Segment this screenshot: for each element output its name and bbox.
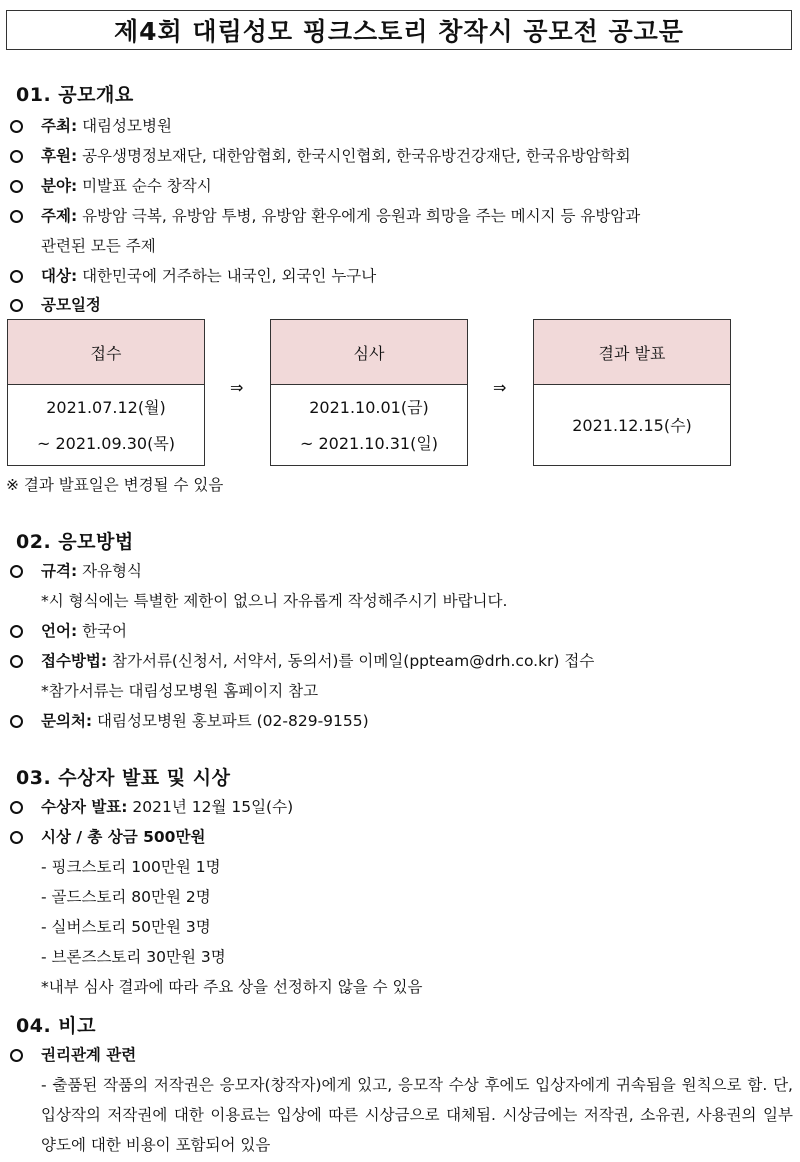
schedule-date-end: ~ 2021.10.31(일) xyxy=(299,434,439,453)
item-label: 후원: xyxy=(41,147,78,165)
item-label: 수상자 발표: xyxy=(41,798,128,816)
item-value-cont: 관련된 모든 주제 xyxy=(41,237,156,255)
item-value: 자유형식 xyxy=(77,562,142,580)
circle-bullet-icon xyxy=(10,150,23,163)
circle-bullet-icon xyxy=(10,801,23,814)
schedule-date-start: 2021.12.15(수) xyxy=(572,416,692,435)
item-value: 참가서류(신청서, 서약서, 동의서)를 이메일(ppteam@drh.co.kr) 접수 xyxy=(107,652,595,670)
circle-bullet-icon xyxy=(10,120,23,133)
section-heading-awards: 03. 수상자 발표 및 시상 xyxy=(16,767,231,789)
circle-bullet-icon xyxy=(10,1049,23,1062)
circle-bullet-icon xyxy=(10,299,23,312)
circle-bullet-icon xyxy=(10,210,23,223)
circle-bullet-icon xyxy=(10,831,23,844)
arrow-right-icon: ⇒ xyxy=(230,378,244,397)
page-title: 제4회 대림성모 핑크스토리 창작시 공모전 공고문 xyxy=(6,10,792,50)
item-value: 유방암 극복, 유방암 투병, 유방암 환우에게 응원과 희망을 주는 메시지 등 유방암과 xyxy=(77,207,641,225)
item-label: 주제: xyxy=(41,207,78,225)
schedule-head: 결과 발표 xyxy=(534,320,730,385)
circle-bullet-icon xyxy=(10,565,23,578)
prize-note-text: *내부 심사 결과에 따라 주요 상을 선정하지 않을 수 있음 xyxy=(41,978,423,996)
item-value: 공우생명정보재단, 대한암협회, 한국시인협회, 한국유방건강재단, 한국유방암학회 xyxy=(77,147,631,165)
item-value: 미발표 순수 창작시 xyxy=(77,177,212,195)
prize-text: - 브론즈스토리 30만원 3명 xyxy=(41,948,226,966)
item-label: 분야: xyxy=(41,177,78,195)
item-value: 대림성모병원 xyxy=(77,117,172,135)
section-heading-remarks: 04. 비고 xyxy=(16,1015,96,1037)
item-sub-note: *시 형식에는 특별한 제한이 없으니 자유롭게 작성해주시기 바랍니다. xyxy=(41,592,508,610)
schedule-head: 접수 xyxy=(8,320,204,385)
item-label: 접수방법: xyxy=(41,652,108,670)
item-sub-note: *참가서류는 대림성모병원 홈페이지 참고 xyxy=(41,682,319,700)
item-label: 시상 / 총 상금 500만원 xyxy=(41,828,206,846)
circle-bullet-icon xyxy=(10,715,23,728)
item-label: 규격: xyxy=(41,562,78,580)
item-label: 언어: xyxy=(41,622,78,640)
rights-paragraph: - 출품된 작품의 저작권은 응모자(창작자)에게 있고, 응모작 수상 후에도 입상자에게 귀속됨을 원칙으로 함. 단, 입상작의 저작권에 대한 이용료는 입상에 따른 시상금으로 대체됨. 시상금에는 저작권, 소유권, 사용권의 일부 양도에 대한 비용이 포함되어 있음 xyxy=(41,1076,793,1154)
schedule-head: 심사 xyxy=(271,320,467,385)
item-label: 권리관계 관련 xyxy=(41,1046,137,1064)
schedule-box-result xyxy=(533,319,731,466)
section-heading-overview: 01. 공모개요 xyxy=(16,84,134,106)
item-value: 한국어 xyxy=(77,622,128,640)
item-value: 대한민국에 거주하는 내국인, 외국인 누구나 xyxy=(77,267,377,285)
item-value: 2021년 12월 15일(수) xyxy=(127,798,294,816)
section-heading-method: 02. 응모방법 xyxy=(16,531,134,553)
item-value: 대림성모병원 홍보파트 (02-829-9155) xyxy=(92,712,369,730)
circle-bullet-icon xyxy=(10,180,23,193)
schedule-date-start: 2021.10.01(금) xyxy=(309,398,429,417)
prize-text: - 골드스토리 80만원 2명 xyxy=(41,888,211,906)
item-label: 대상: xyxy=(41,267,78,285)
schedule-note: ※ 결과 발표일은 변경될 수 있음 xyxy=(6,476,224,494)
prize-text: - 실버스토리 50만원 3명 xyxy=(41,918,211,936)
item-label: 공모일정 xyxy=(41,296,101,314)
arrow-right-icon: ⇒ xyxy=(493,378,507,397)
circle-bullet-icon xyxy=(10,270,23,283)
item-label: 문의처: xyxy=(41,712,93,730)
circle-bullet-icon xyxy=(10,625,23,638)
item-label: 주최: xyxy=(41,117,78,135)
circle-bullet-icon xyxy=(10,655,23,668)
schedule-box-review xyxy=(270,319,468,466)
schedule-box-receipt xyxy=(7,319,205,466)
schedule-date-end: ~ 2021.09.30(목) xyxy=(36,434,176,453)
prize-text: - 핑크스토리 100만원 1명 xyxy=(41,858,221,876)
schedule-date-start: 2021.07.12(월) xyxy=(46,398,166,417)
